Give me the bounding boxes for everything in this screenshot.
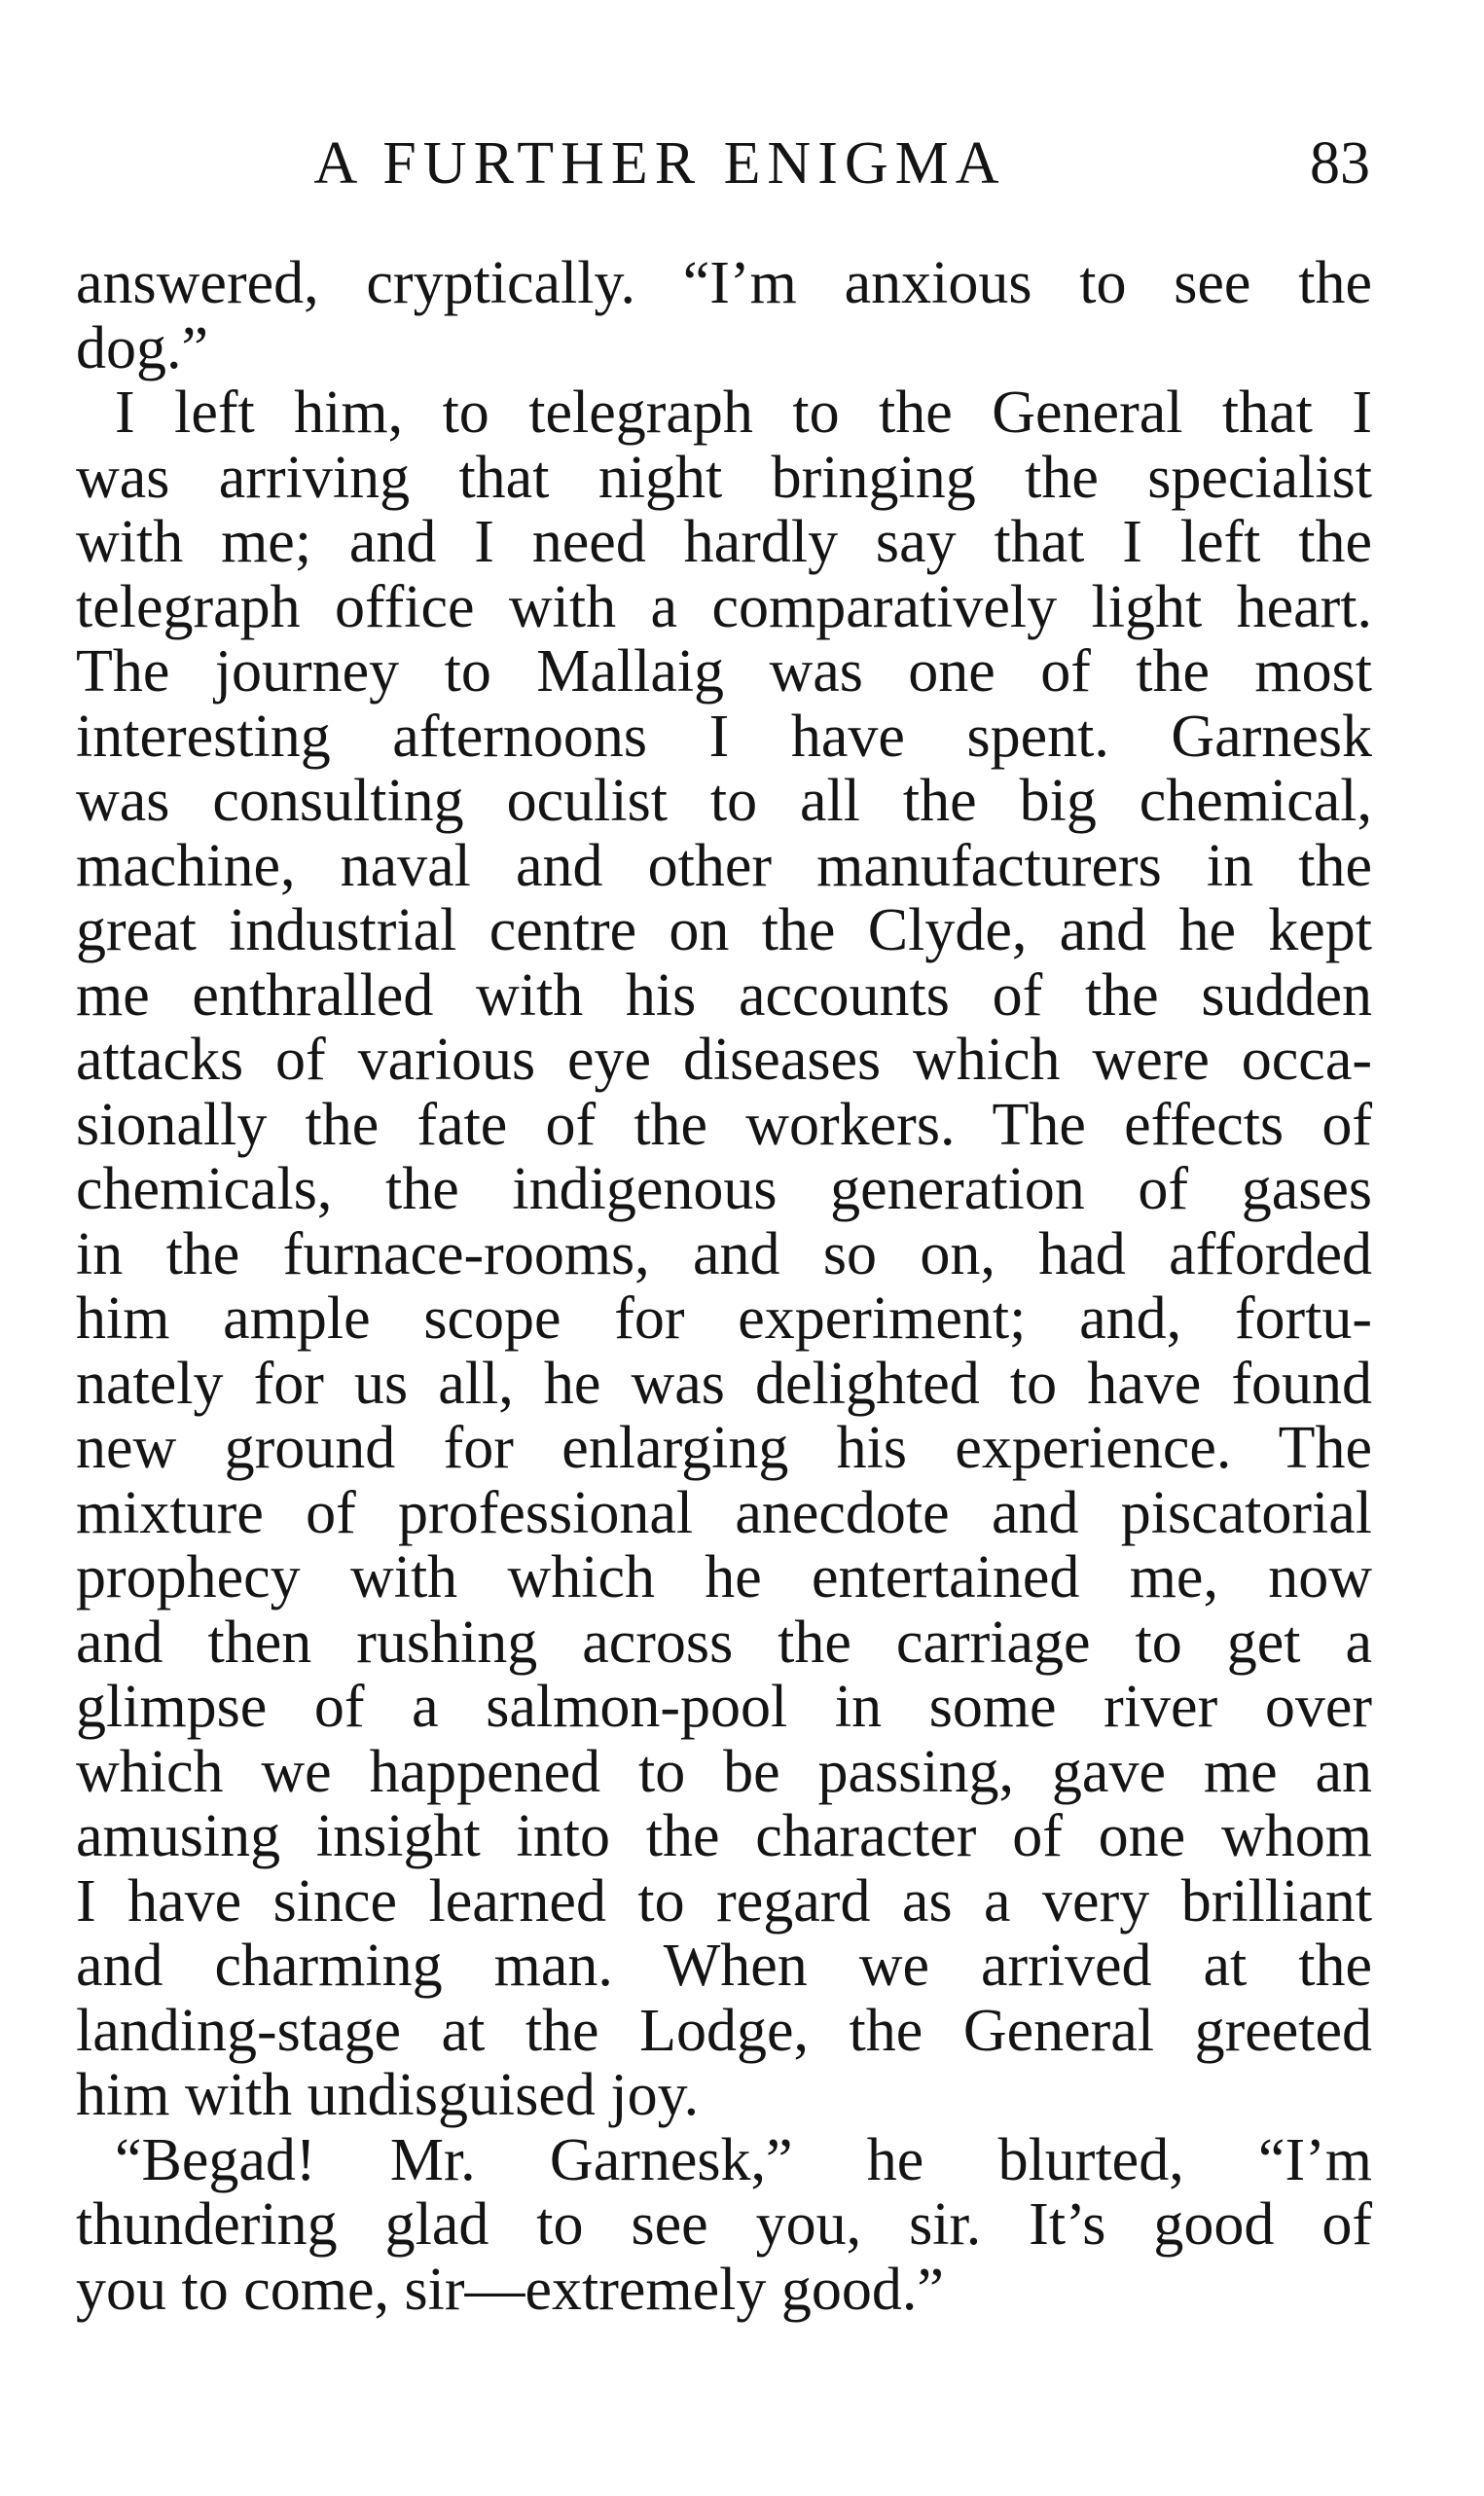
text-line: great industrial centre on the Clyde, and he kept (76, 897, 1372, 963)
page-number: 83 (1310, 130, 1370, 197)
text-line: telegraph office with a comparatively light heart. (76, 573, 1372, 640)
text-line: nately for us all, he was delighted to have found (76, 1350, 1372, 1417)
text-line: dog.” (76, 314, 209, 381)
text-line: and charming man. When we arrived at the (76, 1933, 1372, 1999)
text-line: was arriving that night bringing the specialist (76, 444, 1372, 511)
text-line: chemicals, the indigenous generation of gases (76, 1156, 1372, 1222)
text-line: answered, cryptically. “I’m anxious to see the (76, 250, 1372, 316)
text-line: “Begad! Mr. Garnesk,” he blurted, “I’m (115, 2126, 1372, 2193)
text-line: him ample scope for experiment; and, fortu- (76, 1285, 1372, 1352)
text-line: sionally the fate of the workers. The effects of (76, 1091, 1372, 1158)
text-line: amusing insight into the character of one whom (76, 1803, 1372, 1869)
body-text (76, 251, 1372, 2322)
text-line: landing-stage at the Lodge, the General greeted (76, 1997, 1372, 2064)
text-line: you to come, sir—extremely good.” (76, 2256, 944, 2323)
text-line: was consulting oculist to all the big chemical, (76, 768, 1372, 834)
text-line: thundering glad to see you, sir. It’s good of (76, 2191, 1372, 2258)
text-line: him with undisguised joy. (76, 2062, 700, 2128)
text-line: new ground for enlarging his experience. The (76, 1415, 1372, 1481)
text-line: which we happened to be passing, gave me an (76, 1738, 1372, 1805)
text-line: me enthralled with his accounts of the sudden (76, 961, 1372, 1029)
text-line: prophecy with which he entertained me, now (76, 1544, 1372, 1610)
text-line: interesting afternoons I have spent. Garnesk (76, 703, 1372, 770)
text-line: attacks of various eye diseases which were occa- (76, 1027, 1372, 1093)
text-line: with me; and I need hardly say that I left the (76, 509, 1372, 575)
running-head (76, 125, 1370, 202)
text-line: The journey to Mallaig was one of the most (76, 638, 1372, 705)
text-line: and then rushing across the carriage to get a (76, 1609, 1372, 1676)
text-line: mixture of professional anecdote and piscatorial (76, 1479, 1372, 1546)
text-line: machine, naval and other manufacturers in the (76, 832, 1372, 899)
text-line: glimpse of a salmon-pool in some river over (76, 1674, 1372, 1740)
running-title: A FURTHER ENIGMA (313, 130, 1006, 197)
text-line: I left him, to telegraph to the General that I (115, 380, 1372, 446)
text-line: I have since learned to regard as a very brilliant (76, 1867, 1372, 1935)
text-line: in the furnace-rooms, and so on, had afforded (76, 1220, 1372, 1287)
